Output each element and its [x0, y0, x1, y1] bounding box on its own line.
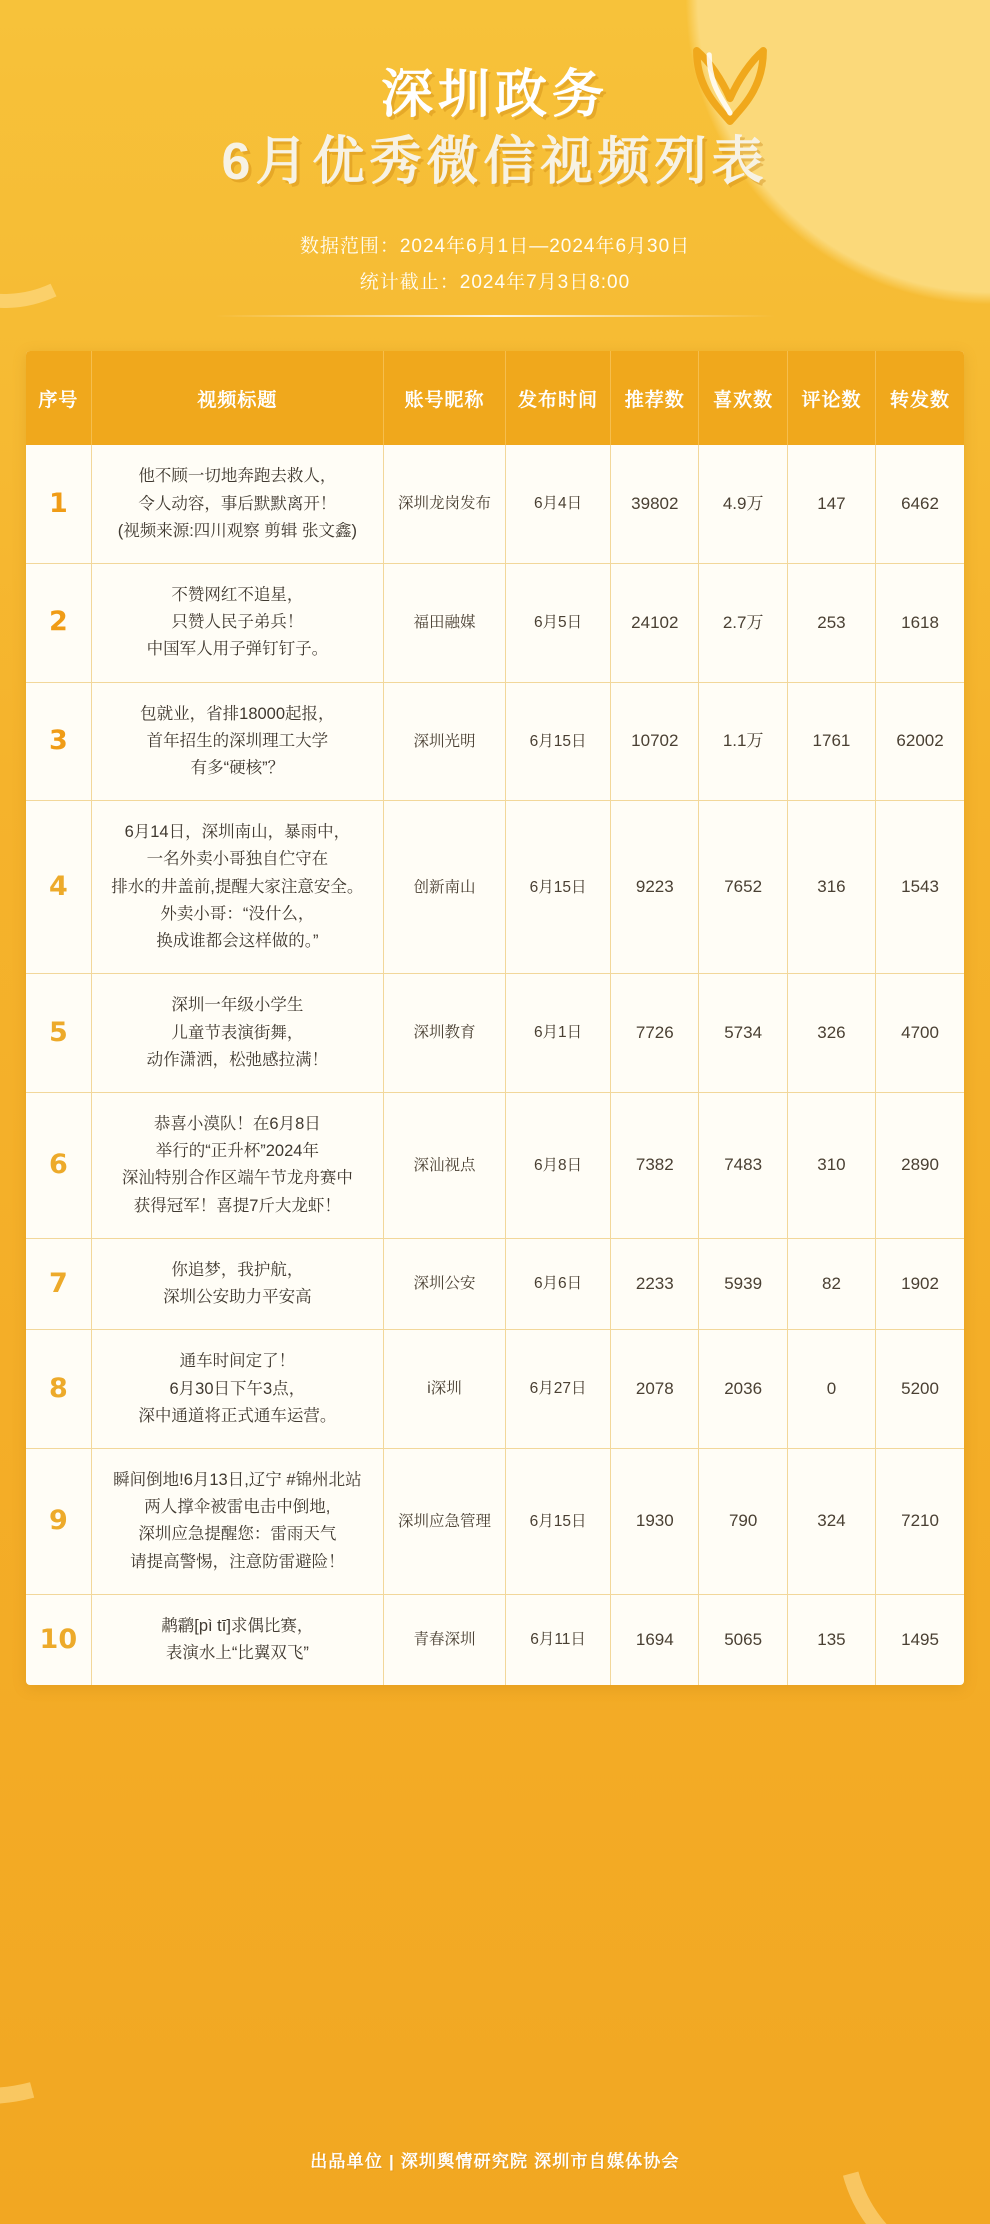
cell-publish-date: 6月27日	[505, 1330, 610, 1449]
column-header-account: 账号昵称	[384, 351, 506, 445]
cell-like-count: 2.7万	[699, 563, 787, 682]
cell-video-title: 恭喜小漠队！在6月8日 举行的“正升杯”2024年 深汕特别合作区端午节龙舟赛中 获得冠军！喜提7斤大龙虾！	[91, 1093, 383, 1239]
page-title-line-1: 深圳政务	[380, 66, 609, 124]
cell-comment-count: 147	[787, 445, 875, 563]
cell-video-title: 你追梦，我护航， 深圳公安助力平安高	[91, 1238, 383, 1329]
cell-account-name: 青春深圳	[384, 1594, 506, 1685]
column-header-comments: 评论数	[787, 351, 875, 445]
table-header	[26, 351, 964, 445]
cell-publish-date: 6月15日	[505, 1448, 610, 1594]
cell-share-count: 62002	[876, 682, 964, 801]
cell-recommend-count: 7726	[611, 974, 699, 1093]
cell-account-name: 深圳公安	[384, 1238, 506, 1329]
cell-video-title: 包就业，省排18000起报， 首年招生的深圳理工大学 有多“硬核”？	[91, 682, 383, 801]
cell-publish-date: 6月15日	[505, 801, 610, 974]
data-range-text: 数据范围：2024年6月1日—2024年6月30日	[299, 236, 691, 258]
rank-number: 5	[48, 1016, 68, 1048]
cell-share-count: 4700	[876, 974, 964, 1093]
cell-like-count: 7483	[699, 1093, 787, 1239]
column-header-shares: 转发数	[876, 351, 964, 445]
header-divider	[215, 315, 775, 317]
cell-comment-count: 326	[787, 974, 875, 1093]
cell-video-title: 6月14日，深圳南山，暴雨中， 一名外卖小哥独自伫守在 排水的井盖前,提醒大家注意安全。 外卖小哥：“没什么， 换成谁都会这样做的。”	[91, 801, 383, 974]
cell-recommend-count: 7382	[611, 1093, 699, 1239]
table-row	[26, 801, 964, 974]
cell-comment-count: 135	[787, 1594, 875, 1685]
rank-number: 1	[48, 487, 68, 519]
title-block	[222, 62, 769, 195]
cell-rank	[26, 682, 91, 801]
cell-recommend-count: 10702	[611, 682, 699, 801]
cell-video-title: 瞬间倒地!6月13日,辽宁 #锦州北站 两人撑伞被雷电击中倒地, 深圳应急提醒您：雷雨天气 请提高警惕，注意防雷避险！	[91, 1448, 383, 1594]
rank-number: 6	[48, 1149, 68, 1181]
cell-account-name: 福田融媒	[384, 563, 506, 682]
cell-recommend-count: 9223	[611, 801, 699, 974]
poster-header	[0, 0, 990, 317]
cell-like-count: 4.9万	[699, 445, 787, 563]
column-header-recommend: 推荐数	[611, 351, 699, 445]
cell-rank	[26, 1238, 91, 1329]
cell-account-name: 深汕视点	[384, 1093, 506, 1239]
cell-recommend-count: 1930	[611, 1448, 699, 1594]
cell-recommend-count: 2233	[611, 1238, 699, 1329]
rank-number: 2	[48, 606, 68, 638]
cell-video-title: 鹔鹴[pì tī]求偶比赛， 表演水上“比翼双飞”	[91, 1594, 383, 1685]
cell-rank	[26, 974, 91, 1093]
cell-recommend-count: 39802	[611, 445, 699, 563]
cell-share-count: 1902	[876, 1238, 964, 1329]
cell-video-title: 不赞网红不追星， 只赞人民子弟兵！ 中国军人用子弹钉钉子。	[91, 563, 383, 682]
cell-account-name: 深圳光明	[384, 682, 506, 801]
cell-comment-count: 82	[787, 1238, 875, 1329]
cell-rank	[26, 1448, 91, 1594]
cell-rank	[26, 1594, 91, 1685]
cell-publish-date: 6月4日	[505, 445, 610, 563]
cell-video-title: 通车时间定了！ 6月30日下午3点， 深中通道将正式通车运营。	[91, 1330, 383, 1449]
rank-number: 3	[48, 725, 68, 757]
cell-recommend-count: 1694	[611, 1594, 699, 1685]
table-row	[26, 445, 964, 563]
statistics-cutoff-text: 统计截止：2024年7月3日8:00	[359, 272, 631, 294]
table-body	[26, 445, 964, 1685]
cell-rank	[26, 1330, 91, 1449]
rank-number: 4	[48, 871, 68, 903]
cell-account-name: 深圳教育	[384, 974, 506, 1093]
subtitle-block	[0, 229, 990, 301]
table-header-row	[26, 351, 964, 445]
cell-publish-date: 6月8日	[505, 1093, 610, 1239]
cell-comment-count: 253	[787, 563, 875, 682]
cell-rank	[26, 801, 91, 974]
table-row	[26, 682, 964, 801]
footer-credit: 出品单位 | 深圳舆情研究院 深圳市自媒体协会	[310, 2152, 680, 2171]
cell-comment-count: 316	[787, 801, 875, 974]
video-ranking-table-card	[26, 351, 964, 1685]
cell-share-count: 5200	[876, 1330, 964, 1449]
cell-comment-count: 1761	[787, 682, 875, 801]
cell-recommend-count: 2078	[611, 1330, 699, 1449]
cell-comment-count: 324	[787, 1448, 875, 1594]
table-row	[26, 1330, 964, 1449]
column-header-date: 发布时间	[505, 351, 610, 445]
cell-recommend-count: 24102	[611, 563, 699, 682]
cell-comment-count: 0	[787, 1330, 875, 1449]
cell-like-count: 5734	[699, 974, 787, 1093]
cell-like-count: 790	[699, 1448, 787, 1594]
table-row	[26, 1448, 964, 1594]
table-row	[26, 1594, 964, 1685]
cell-share-count: 6462	[876, 445, 964, 563]
cell-like-count: 5939	[699, 1238, 787, 1329]
cell-account-name: 深圳龙岗发布	[384, 445, 506, 563]
cell-like-count: 1.1万	[699, 682, 787, 801]
cell-like-count: 5065	[699, 1594, 787, 1685]
column-header-rank: 序号	[26, 351, 91, 445]
cell-share-count: 1495	[901, 1630, 939, 1650]
video-ranking-table	[26, 351, 964, 1685]
cell-rank	[26, 445, 91, 563]
cell-account-name: 深圳应急管理	[384, 1448, 506, 1594]
page-title-line-2: 6月优秀微信视频列表	[221, 132, 769, 191]
cell-share-count: 7210	[876, 1448, 964, 1594]
cell-video-title: 他不顾一切地奔跑去救人， 令人动容，事后默默离开！ (视频来源:四川观察 剪辑 张文鑫)	[91, 445, 383, 563]
cell-video-title: 深圳一年级小学生 儿童节表演街舞， 动作潇洒，松弛感拉满！	[91, 974, 383, 1093]
cell-share-count: 2890	[876, 1093, 964, 1239]
cell-share-count: 1618	[876, 563, 964, 682]
cell-account-name: i深圳	[384, 1330, 506, 1449]
rank-number: 10	[39, 1623, 78, 1655]
cell-rank	[26, 563, 91, 682]
table-row	[26, 1093, 964, 1239]
cell-like-count: 7652	[699, 801, 787, 974]
column-header-title: 视频标题	[91, 351, 383, 445]
butterfly-logo-icon	[678, 34, 782, 138]
cell-share-count: 1543	[876, 801, 964, 974]
rank-number: 7	[48, 1267, 68, 1299]
cell-rank	[26, 1093, 91, 1239]
column-header-likes: 喜欢数	[699, 351, 787, 445]
cell-publish-date: 6月11日	[505, 1594, 610, 1685]
cell-publish-date: 6月15日	[505, 682, 610, 801]
table-row	[26, 563, 964, 682]
cell-publish-date: 6月1日	[505, 974, 610, 1093]
rank-number: 9	[48, 1505, 68, 1537]
cell-publish-date: 6月6日	[505, 1238, 610, 1329]
rank-number: 8	[48, 1372, 68, 1404]
table-row	[26, 1238, 964, 1329]
cell-account-name: 创新南山	[384, 801, 506, 974]
cell-like-count: 2036	[699, 1330, 787, 1449]
cell-comment-count: 310	[787, 1093, 875, 1239]
decorative-swoosh	[785, 1939, 990, 2224]
cell-publish-date: 6月5日	[505, 563, 610, 682]
table-row	[26, 974, 964, 1093]
decorative-swoosh	[0, 1664, 240, 2172]
